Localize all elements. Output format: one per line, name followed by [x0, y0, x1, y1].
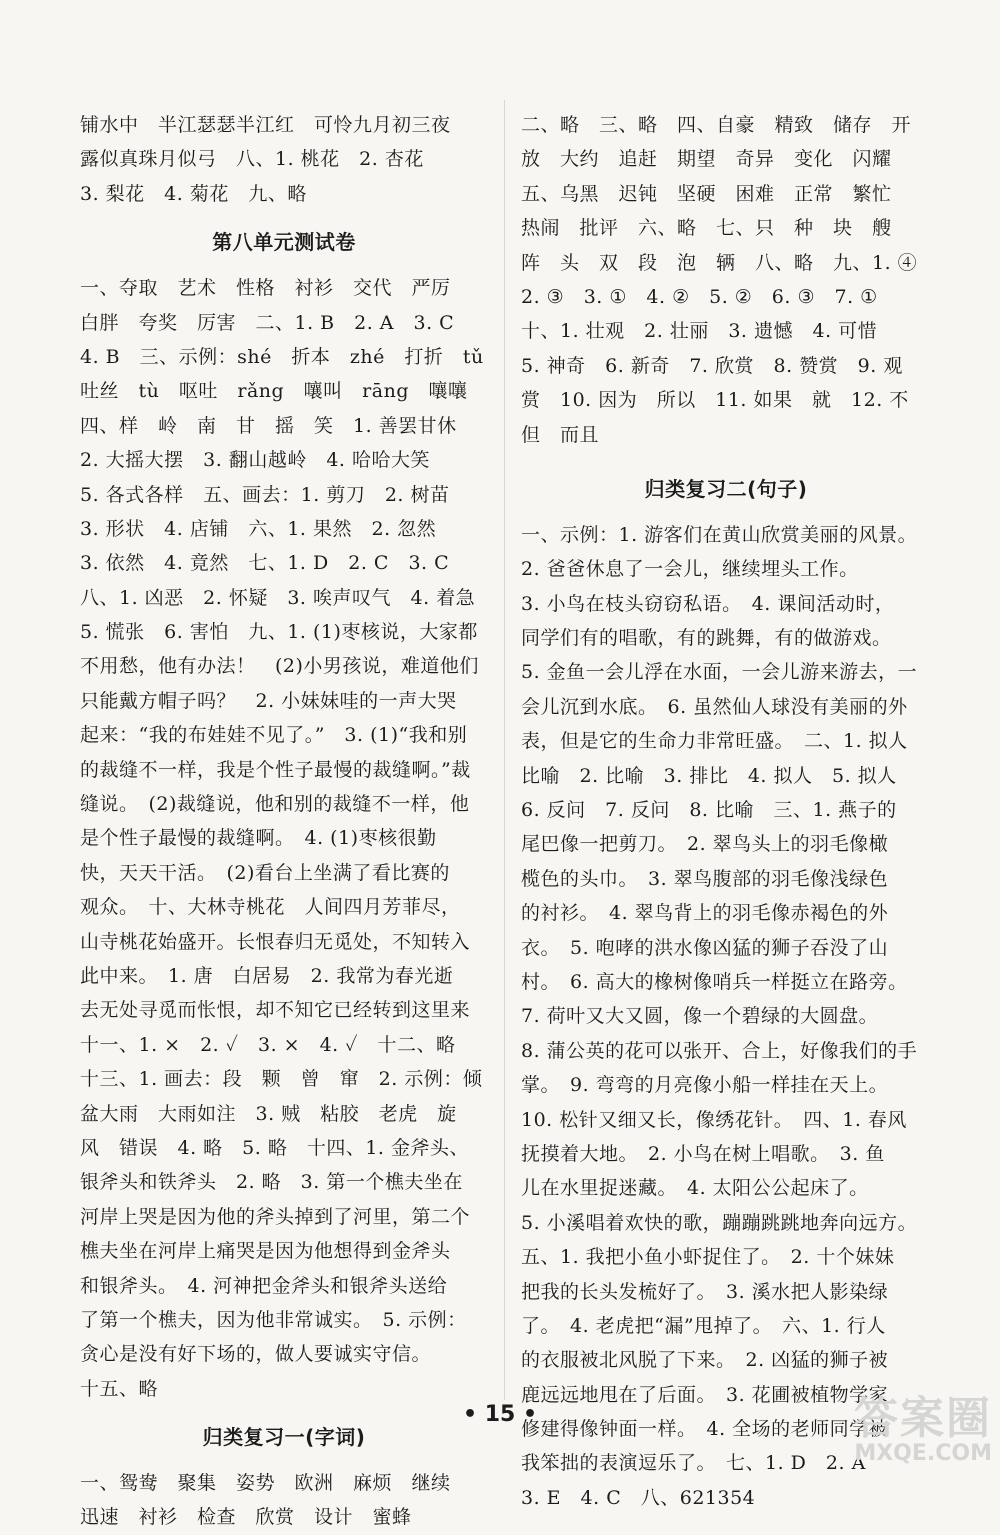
review2-answers — [521, 518, 931, 1515]
watermark — [792, 1395, 992, 1465]
answer-line: 缝说。 (2)裁缝说，他和别的裁缝不一样，他 — [80, 793, 470, 816]
answer-line: 河岸上哭是因为他的斧头掉到了河里，第二个 — [80, 1205, 471, 1228]
answer-line: 放 大约 追赶 期望 奇异 变化 闪耀 — [521, 148, 892, 171]
right-column — [521, 108, 931, 1515]
answer-line: 观众。 十、大林寺桃花 人间四月芳菲尽， — [80, 896, 461, 919]
answer-line: 会儿沉到水底。 6. 虽然仙人球没有美丽的外 — [521, 695, 908, 718]
watermark-logo: 答案圈 — [854, 1393, 992, 1444]
answer-line: 樵夫坐在河岸上痛哭是因为他想得到金斧头 — [80, 1240, 451, 1263]
answer-line: 十五、略 — [80, 1377, 159, 1400]
answer-line: 十三、1. 画去：段 颗 曾 窜 2. 示例：倾 — [80, 1068, 483, 1091]
answer-line: 尾巴像一把剪刀。 2. 翠鸟头上的羽毛像橄 — [521, 833, 889, 856]
answer-line: 铺水中 半江瑟瑟半江红 可怜九月初三夜 — [80, 114, 451, 136]
answer-line: 修建得像钟面一样。 4. 全场的老师同学被 — [521, 1418, 889, 1441]
answer-line: 山寺桃花始盛开。长恨春归无觅处，不知转入 — [80, 930, 471, 953]
answer-line: 表，但是它的生命力非常旺盛。 二、1. 拟人 — [521, 730, 908, 753]
answer-line: 一、夺取 艺术 性格 衬衫 交代 严厉 — [80, 277, 451, 300]
answer-line: 2. ③ 3. ① 4. ② 5. ② 6. ③ 7. ① — [521, 285, 878, 308]
answer-line: 同学们有的唱歌，有的跳舞，有的做游戏。 — [521, 627, 892, 650]
answer-line: 不用愁，他有办法！ (2)小男孩说，难道他们 — [80, 655, 479, 678]
answer-line: 3. E 4. C 八、621354 — [521, 1486, 756, 1509]
answer-line: 去无处寻觅而怅恨，却不知它已经转到这里来 — [80, 999, 471, 1022]
answer-line: 抚摸着大地。 2. 小鸟在树上唱歌。 3. 鱼 — [521, 1142, 885, 1165]
answer-line: 6. 反问 7. 反问 8. 比喻 三、1. 燕子的 — [521, 799, 897, 822]
answer-line: 10. 松针又细又长，像绣花针。 四、1. 春风 — [521, 1108, 907, 1131]
column-divider — [504, 100, 505, 1400]
answer-line: 是个性子最慢的裁缝啊。 4. (1)枣核很勤 — [80, 827, 437, 850]
answer-line: 2. 爸爸休息了一会儿，继续埋头工作。 — [521, 558, 859, 581]
answer-line: 5. 各式各样 五、画去：1. 剪刀 2. 树苗 — [80, 483, 450, 506]
answer-line: 二、略 三、略 四、自豪 精致 储存 开 — [521, 114, 912, 136]
unit8-test-heading: 第八单元测试卷 — [212, 230, 356, 255]
answer-line: 比喻 2. 比喻 3. 排比 4. 拟人 5. 拟人 — [521, 764, 897, 787]
left-column — [80, 108, 488, 1535]
answer-line: 3. 小鸟在枝头窃窃私语。 4. 课间活动时， — [521, 592, 895, 615]
answer-line: 贪心是没有好下场的，做人要诚实守信。 — [80, 1343, 432, 1366]
unit8-answers — [80, 271, 488, 1406]
page-number: • 15 • — [462, 1402, 538, 1427]
answer-line: 十一、1. × 2. ✓ 3. × 4. ✓ 十二、略 — [80, 1033, 456, 1056]
answer-line: 我笨拙的表演逗乐了。 七、1. D 2. A — [521, 1452, 866, 1475]
answer-line: 五、1. 我把小鱼小虾捉住了。 2. 十个妹妹 — [521, 1246, 895, 1269]
answer-line: 掌。 9. 弯弯的月亮像小船一样挂在天上。 — [521, 1074, 889, 1097]
answer-line: 了第一个樵夫，因为他非常诚实。 5. 示例： — [80, 1308, 467, 1331]
answer-line: 儿在水里捉迷藏。 4. 太阳公公起床了。 — [521, 1177, 869, 1200]
answer-line: 的衬衫。 4. 翠鸟背上的羽毛像赤褐色的外 — [521, 902, 889, 925]
answer-line: 衣。 5. 咆哮的洪水像凶猛的狮子吞没了山 — [521, 936, 889, 959]
answer-line: 赏 10. 因为 所以 11. 如果 就 12. 不 — [521, 389, 909, 412]
answer-line: 3. 依然 4. 竟然 七、1. D 2. C 3. C — [80, 552, 450, 575]
answer-line: 银斧头和铁斧头 2. 略 3. 第一个樵夫坐在 — [80, 1171, 463, 1194]
answer-line: 只能戴方帽子吗？ 2. 小妹妹哇的一声大哭 — [80, 689, 457, 712]
answer-line: 7. 荷叶又大又圆，像一个碧绿的大圆盘。 — [521, 1005, 879, 1028]
answer-line: 一、示例：1. 游客们在黄山欣赏美丽的风景。 — [521, 523, 918, 546]
answer-line: 5. 慌张 6. 害怕 九、1. (1)枣核说，大家都 — [80, 621, 478, 644]
answer-line: 5. 小溪唱着欢快的歌，蹦蹦跳跳地奔向远方。 — [521, 1211, 918, 1234]
answer-line: 起来：“我的布娃娃不见了。” 3. (1)“我和别 — [80, 724, 468, 747]
answer-line: 热闹 批评 六、略 七、只 种 块 艘 — [521, 217, 892, 240]
answer-line: 3. 形状 4. 店铺 六、1. 果然 2. 忽然 — [80, 517, 437, 540]
answer-line: 鹿远远地甩在了后面。 3. 花圃被植物学家 — [521, 1383, 889, 1406]
answer-line: 5. 神奇 6. 新奇 7. 欣赏 8. 赞赏 9. 观 — [521, 354, 903, 377]
right-top-lines — [521, 108, 931, 452]
answer-line: 十、1. 壮观 2. 壮丽 3. 遗憾 4. 可惜 — [521, 320, 878, 343]
answer-line: 阵 头 双 段 泡 辆 八、略 九、1. ④ — [521, 251, 918, 274]
answer-line: 八、1. 凶恶 2. 怀疑 3. 唉声叹气 4. 着急 — [80, 586, 476, 609]
answer-line: 露似真珠月似弓 八、1. 桃花 2. 杏花 — [80, 148, 424, 171]
answer-line: 四、样 岭 南 甘 摇 笑 1. 善罢甘休 — [80, 414, 457, 437]
answer-line: 村。 6. 高大的橡树像哨兵一样挺立在路旁。 — [521, 970, 908, 993]
answer-line: 一、鸳鸯 聚集 姿势 欧洲 麻烦 继续 — [80, 1472, 451, 1495]
answer-line: 快，天天干活。 (2)看台上坐满了看比赛的 — [80, 861, 450, 884]
answer-line: 但 而且 — [521, 423, 600, 446]
answer-line: 白胖 夸奖 厉害 二、1. B 2. A 3. C — [80, 311, 455, 334]
left-top-lines — [80, 108, 488, 211]
answer-line: 榄色的头巾。 3. 翠鸟腹部的羽毛像浅绿色 — [521, 867, 889, 890]
answer-line: 吐丝 tù 呕吐 rǎng 嚷叫 rāng 嚷嚷 — [80, 380, 468, 403]
answer-line: 五、乌黑 迟钝 坚硬 困难 正常 繁忙 — [521, 182, 892, 205]
answer-line: 的裁缝不一样，我是个性子最慢的裁缝啊。”裁 — [80, 758, 471, 781]
answer-line: 4. B 三、示例：shé 折本 zhé 打折 tǔ — [80, 345, 484, 368]
review2-heading: 归类复习二(句子) — [644, 476, 808, 501]
answer-line: 8. 蒲公英的花可以张开、合上，好像我们的手 — [521, 1039, 918, 1062]
answer-line: 把我的长头发梳好了。 3. 溪水把人影染绿 — [521, 1280, 889, 1303]
answer-line: 此中来。 1. 唐 白居易 2. 我常为春光逝 — [80, 964, 454, 987]
answer-line: 盆大雨 大雨如注 3. 贼 粘胶 老虎 旋 — [80, 1102, 457, 1125]
answer-line: 风 错误 4. 略 5. 略 十四、1. 金斧头、 — [80, 1136, 470, 1159]
watermark-url: MXQE.COM — [854, 1441, 992, 1466]
answer-line: 2. 大摇大摆 3. 翻山越岭 4. 哈哈大笑 — [80, 449, 431, 472]
answer-line: 迅速 衬衫 检查 欣赏 设计 蜜蜂 — [80, 1506, 412, 1529]
review1-heading: 归类复习一(字词) — [202, 1425, 366, 1450]
answer-line: 5. 金鱼一会儿浮在水面，一会儿游来游去，一 — [521, 661, 918, 684]
answer-line: 3. 梨花 4. 菊花 九、略 — [80, 182, 307, 205]
review1-answers — [80, 1466, 488, 1535]
answer-line: 的衣服被北风脱了下来。 2. 凶猛的狮子被 — [521, 1349, 889, 1372]
answer-line: 了。 4. 老虎把“漏”甩掉了。 六、1. 行人 — [521, 1314, 886, 1337]
answer-line: 和银斧头。 4. 河神把金斧头和银斧头送给 — [80, 1274, 448, 1297]
